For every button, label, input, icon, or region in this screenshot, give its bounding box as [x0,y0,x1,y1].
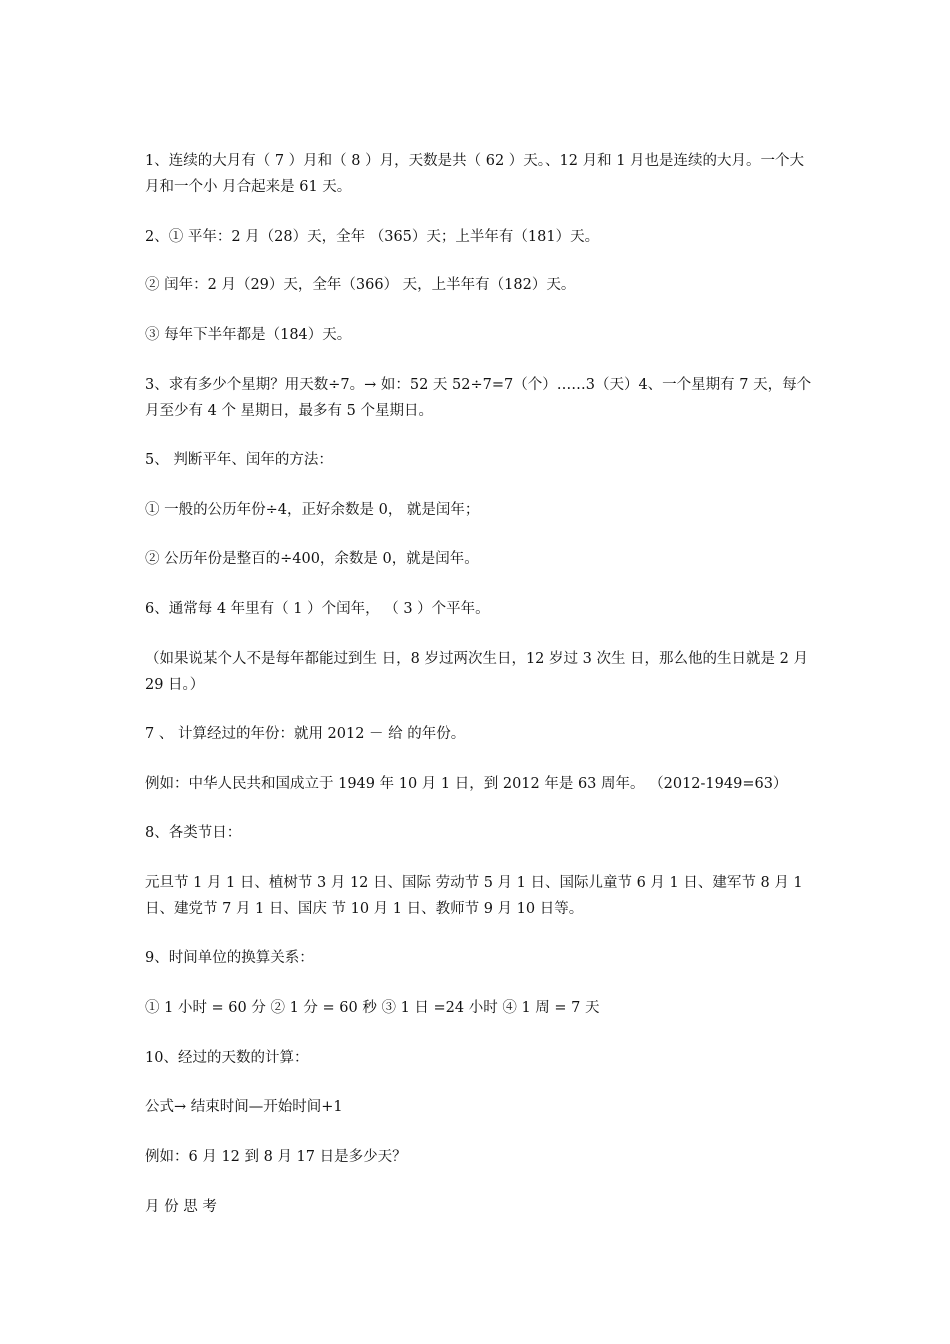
paragraph-3: ② 闰年：2 月（29）天，全年（366） 天，上半年有（182）天。 [145,277,576,293]
paragraph-15: 9、时间单位的换算关系： [145,950,314,966]
paragraph-11: 7 、 计算经过的年份：就用 2012 － 给 的年份。 [145,726,466,742]
paragraph-1: 1、连续的大月有（ 7 ）月和（ 8 ）月，天数是共（ 62 ）天。、12 月和 1 月也是连续的大月。一个大月和一个小 月合起来是 61 天。 [145,153,805,195]
paragraph-2: 2、① 平年：2 月（28）天，全年 （365）天；上半年有（181）天。 [145,229,600,245]
paragraph-20: 月 份 思 考 [145,1199,217,1215]
paragraph-17: 10、经过的天数的计算： [145,1050,309,1066]
paragraph-19: 例如：6 月 12 到 8 月 17 日是多少天？ [145,1149,407,1165]
paragraph-12: 例如：中华人民共和国成立于 1949 年 10 月 1 日，到 2012 年是 63 周年。 （2012-1949=63） [145,776,788,792]
paragraph-16: ① 1 小时 = 60 分 ② 1 分 = 60 秒 ③ 1 日 =24 小时 ④ 1 周 = 7 天 [145,1000,600,1016]
paragraph-10: （如果说某个人不是每年都能过到生 日，8 岁过两次生日，12 岁过 3 次生 日，那么他的生日就是 2 月 29 日。） [145,651,808,693]
paragraph-13: 8、各类节日： [145,825,242,841]
paragraph-18: 公式→ 结束时间—开始时间+1 [145,1099,343,1115]
paragraph-8: ② 公历年份是整百的÷400，余数是 0，就是闰年。 [145,551,479,567]
paragraph-5: 3、求有多少个星期？用天数÷7。→ 如：52 天 52÷7=7（个）……3（天）4、一个星期有 7 天，每个月至少有 4 个 星期日，最多有 5 个星期日。 [145,377,812,419]
paragraph-7: ① 一般的公历年份÷4，正好余数是 0， 就是闰年； [145,502,480,518]
paragraph-4: ③ 每年下半年都是（184）天。 [145,327,352,343]
paragraph-14: 元旦节 1 月 1 日、植树节 3 月 12 日、国际 劳动节 5 月 1 日、国际儿童节 6 月 1 日、建军节 8 月 1 日、建党节 7 月 1 日、国庆 节 10 月 1 日、教师节 9 月 10 日等。 [145,875,803,917]
paragraph-9: 6、通常每 4 年里有（ 1 ）个闰年， （ 3 ）个平年。 [145,601,490,617]
paragraph-6: 5、 判断平年、闰年的方法： [145,452,333,468]
